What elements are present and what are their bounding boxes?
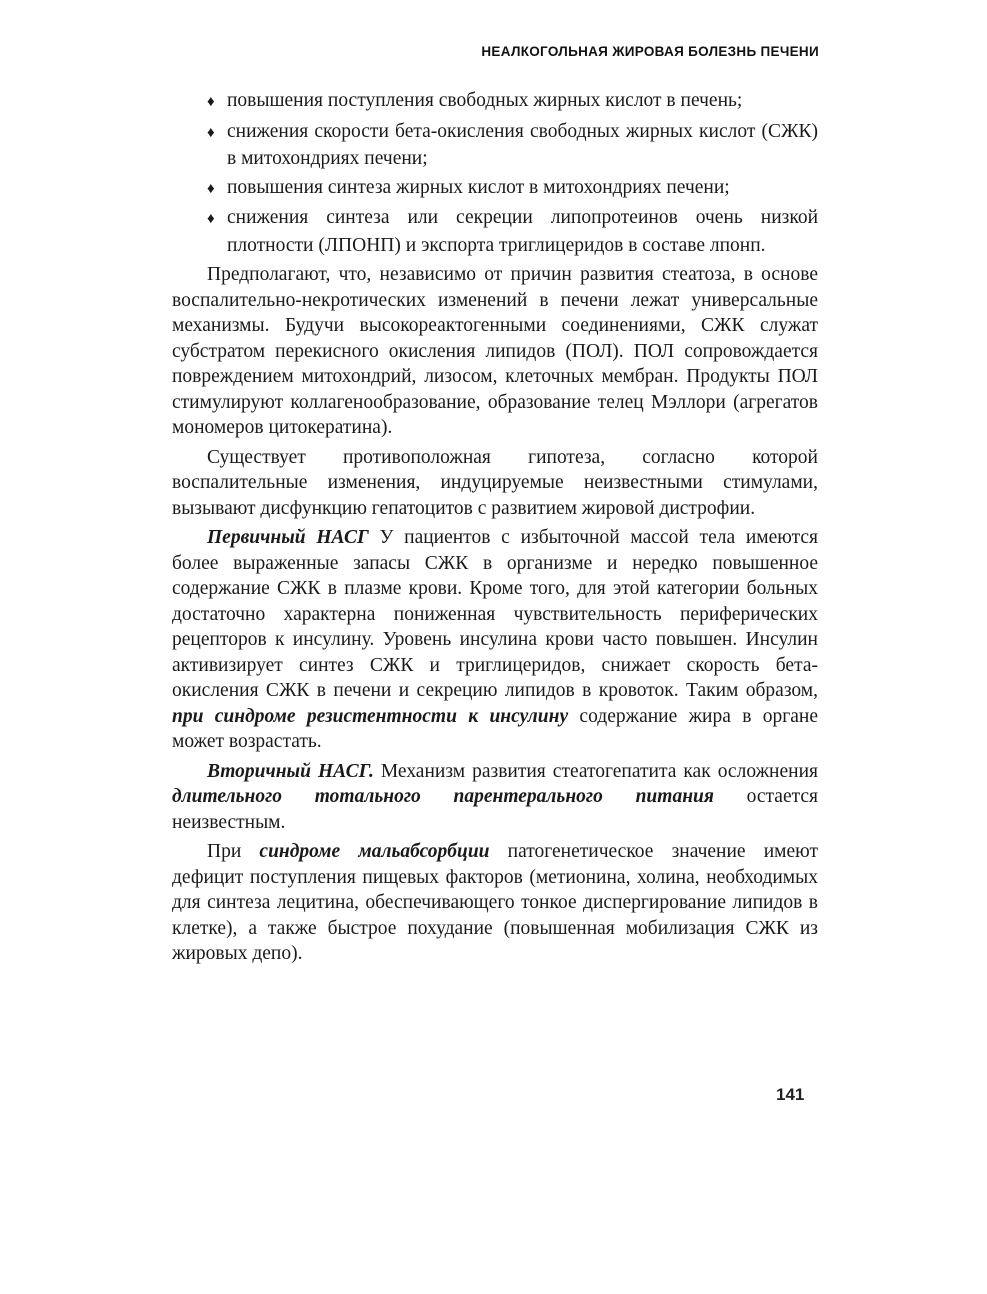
emphasis-malabsorption: синдроме мальабсорбции [259, 841, 490, 862]
paragraph-text: Механизм развития стеатогепатита как осложнения [373, 760, 818, 782]
paragraph-text: При [207, 841, 260, 862]
diamond-bullet-icon: ♦ [207, 94, 215, 110]
page-number: 141 [776, 1085, 805, 1104]
paragraph-secondary-nash [172, 759, 818, 836]
diamond-bullet-icon: ♦ [207, 180, 215, 197]
paragraph-primary-nash [172, 525, 818, 755]
primary-nash-heading: Первичный НАСГ [207, 527, 369, 548]
paragraph-opposite-hypothesis: Существует противоположная гипотеза, согласно которой воспалительные изменения, индуцируемые неизвестными стимулами, вызывают дисфункцию гепатоцитов с развитием жировой дистрофии. [172, 446, 818, 519]
list-item [172, 205, 818, 258]
list-item [172, 119, 818, 172]
emphasis-parenteral-nutrition: длительного тотального парентерального питания [172, 786, 714, 807]
paragraph-steatosis-mechanisms: Предполагают, что, независимо от причин развития стеатоза, в основе воспалительно-некротических изменений в печени лежат универсальные механизмы. Будучи высокореактогенными соединениями, СЖК служат субстратом перекисного окисления липидов (ПОЛ). ПОЛ сопровождается повреждением митохондрий, лизосом, клеточных мембран. Продукты ПОЛ стимулируют коллагенообразование, образование телец Мэллори (агрегатов мономеров цитокератина). [172, 264, 818, 438]
paragraph-text: У пациентов с избыточной массой тела имеются более выраженные запасы СЖК в организме и нередко повышенное содержание СЖК в плазме крови. Кроме того, для этой категории больных достаточно характерна пониженная чувствительность периферических рецепторов к инсулину. Уровень инсулина крови часто повышен. Инсулин активизирует синтез СЖК и триглицеридов, снижает скорость бета-окисления СЖК в печени и секрецию липидов в кровоток. Таким образом, [172, 527, 818, 701]
list-item-text: снижения синтеза или секреции липопротеинов очень низкой плотности (ЛПОНП) и экспорта триглицеридов в составе лпонп. [227, 207, 818, 256]
paragraph-text: содержание жира в органе может возрастать. [172, 705, 818, 752]
list-item-text: повышения поступления свободных жирных кислот в печень; [227, 90, 743, 111]
list-item [172, 88, 818, 116]
paragraph-malabsorption [172, 839, 818, 967]
list-item-text: снижения скорости бета-окисления свободных жирных кислот (СЖК) в митохондриях печени; [227, 120, 818, 169]
paragraph-text: патогенетическое значение имеют дефицит поступления пищевых факторов (метионина, холина, необходимых для синтеза лецитина, обеспечивающего тонкое диспергирование липидов в клетке), а также быстрое похудание (повышенная мобилизация СЖК из жировых депо). [172, 841, 818, 964]
secondary-nash-heading: Вторичный НАСГ. [207, 760, 374, 782]
bullet-list [172, 88, 818, 258]
emphasis-insulin-resistance: при синдроме резистентности к инсулину [172, 705, 569, 727]
diamond-bullet-icon: ♦ [207, 124, 215, 141]
list-item-text: повышения синтеза жирных кислот в митохондриях печени; [227, 176, 730, 198]
list-item [172, 175, 818, 203]
diamond-bullet-icon: ♦ [207, 211, 215, 227]
body-text [172, 88, 818, 971]
running-head: НЕАЛКОГОЛЬНАЯ ЖИРОВАЯ БОЛЕЗНЬ ПЕЧЕНИ [481, 44, 819, 59]
paragraph-text: остается неизвестным. [172, 786, 818, 833]
